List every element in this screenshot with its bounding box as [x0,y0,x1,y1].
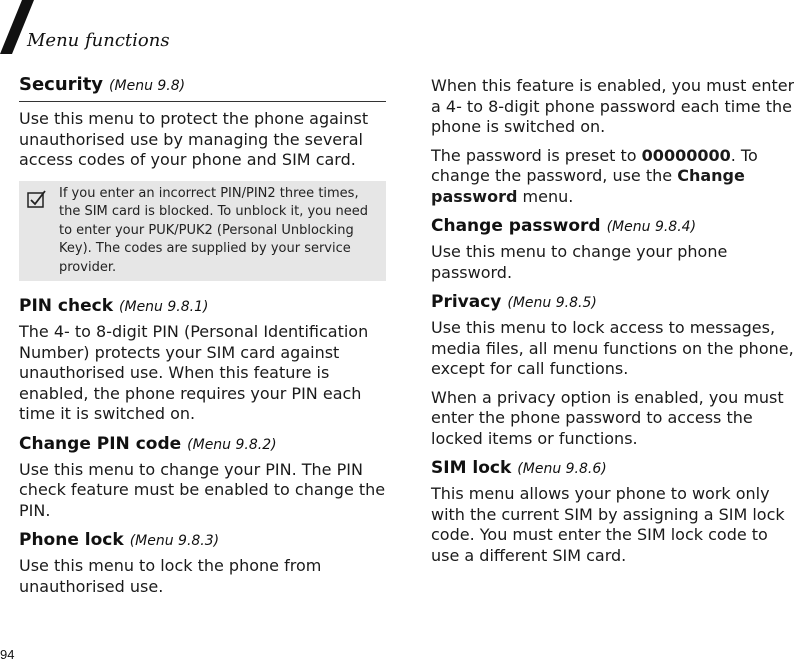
section-title-change-password [431,215,794,238]
password-preset-paragraph [431,146,794,208]
phone-lock-menu-ref: (Menu 9.8.3) [129,533,220,549]
privacy-menu-ref: (Menu 9.8.5) [507,295,597,311]
privacy-title: Privacy [431,292,502,312]
pin-check-body: The 4- to 8-digit PIN (Personal Identification Number) protects your SIM card against unauthorised use. When this feature is enabled, the phone requires your PIN each time it is switched on. [19,322,369,423]
sim-lock-title: SIM lock [431,458,512,478]
sim-lock-menu-ref: (Menu 9.8.6) [517,461,607,477]
sim-lock-body: This menu allows your phone to work only with the current SIM by assigning a SIM lock code. You must enter the SIM lock code to use a different SIM card. [431,484,785,565]
preset-before: The password is preset to [431,145,642,165]
privacy-body-2: When a privacy option is enabled, you must enter the phone password to access the locked items or functions. [431,387,784,448]
section-title-pin-check [19,295,386,318]
preset-after: menu. [517,186,574,206]
pin-check-title: PIN check [19,296,114,316]
left-column [19,74,386,605]
security-menu-ref: (Menu 9.8) [109,78,186,94]
section-title-change-pin [19,433,386,456]
phone-lock-body: Use this menu to lock the phone from unauthorised use. [19,556,322,596]
section-title-security [19,74,386,102]
pin-check-menu-ref: (Menu 9.8.1) [119,299,209,315]
phone-lock-cont-body: When this feature is enabled, you must enter a 4- to 8-digit phone password each time the phone is switched on. [431,76,794,136]
checkbox-check-icon [27,189,47,209]
section-title-sim-lock [431,457,794,480]
change-password-menu-ref: (Menu 9.8.4) [606,219,697,235]
change-password-body: Use this menu to change your phone password. [431,242,728,282]
note-box [19,181,386,282]
section-title-privacy [431,291,794,314]
section-title-phone-lock [19,529,386,552]
right-column [431,76,794,574]
preset-middle: . To change the password, use the [431,145,758,185]
change-password-title: Change password [431,216,601,236]
page-number: 94 [0,647,15,662]
change-pin-title: Change PIN code [19,433,182,454]
privacy-body-1: Use this menu to lock access to messages, media files, all menu functions on the phone, except for call functions. [431,318,794,378]
note-text: If you enter an incorrect PIN/PIN2 three times, the SIM card is blocked. To unblock it, you need to enter your PUK/PUK2 (Personal Unblocking Key). The codes are supplied by your service provider. [59,185,368,275]
change-pin-body: Use this menu to change your PIN. The PIN check feature must be enabled to change the PIN. [19,459,386,520]
security-title: Security [19,74,104,95]
security-body: Use this menu to protect the phone against unauthorised use by managing the several access codes of your phone and SIM card. [19,109,369,169]
header-title: Menu functions [27,30,170,51]
phone-lock-title: Phone lock [19,530,124,550]
change-pin-menu-ref: (Menu 9.8.2) [187,436,277,453]
preset-menu: Change password [431,166,745,206]
preset-value: 00000000 [641,145,731,165]
